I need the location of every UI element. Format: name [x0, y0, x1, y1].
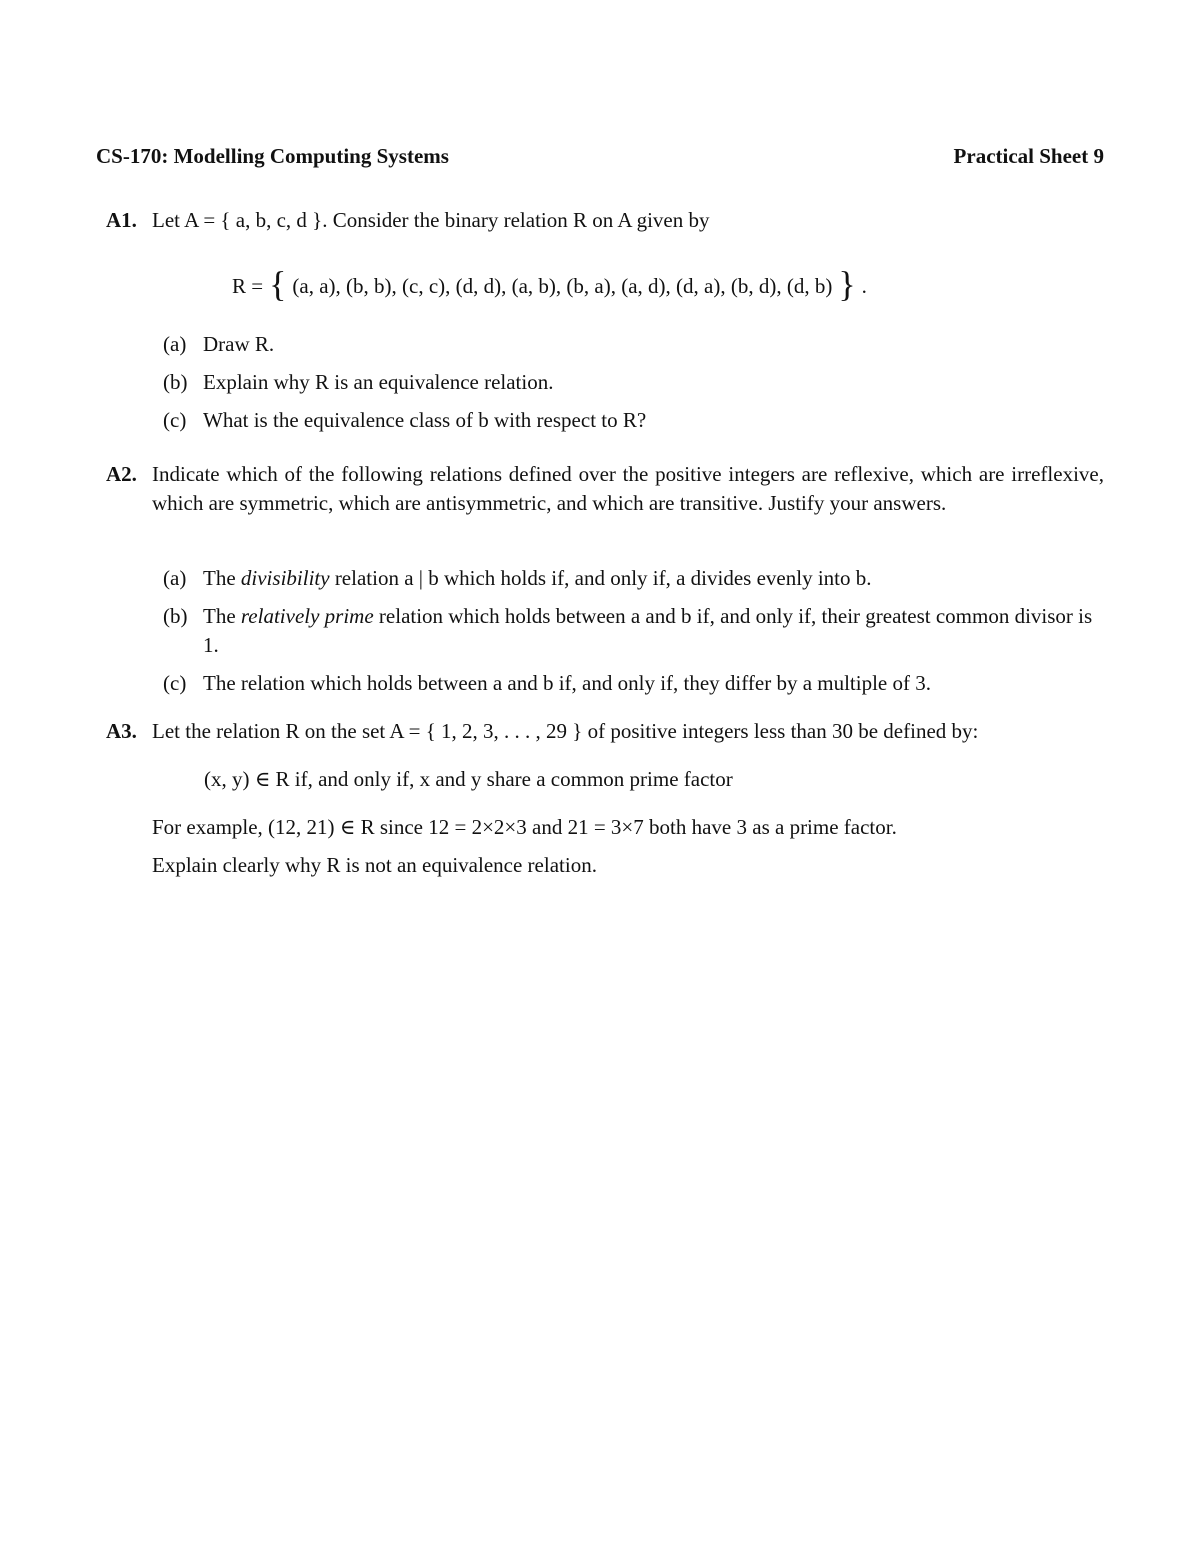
- a3-example: For example, (12, 21) ∈ R since 12 = 2×2×3 and 21 = 3×7 both have 3 as a prime factor.: [152, 815, 897, 839]
- relation-end: .: [861, 273, 867, 298]
- part-label: (a): [163, 566, 187, 590]
- part-text-post: relation a | b which holds if, and only if, a divides evenly into b.: [329, 566, 872, 590]
- part-text: Draw R.: [203, 332, 275, 356]
- question-label: A2.: [106, 462, 137, 486]
- part-text: Explain why R is an equivalence relation.: [203, 370, 554, 394]
- question-a1: [106, 206, 1104, 235]
- part-label: (b): [163, 370, 188, 394]
- part-text-post: relation which holds between a and b if, and only if, their greatest common divisor is 1.: [203, 604, 1093, 657]
- a1-part-b: [163, 368, 1104, 397]
- question-a3: [106, 717, 1104, 746]
- part-text-emphasis: divisibility: [240, 566, 330, 590]
- part-label: (a): [163, 332, 187, 356]
- a3-definition: (x, y) ∈ R if, and only if, x and y share a common prime factor: [204, 767, 733, 791]
- part-text-emphasis: relatively prime: [240, 604, 374, 628]
- part-text: What is the equivalence class of b with respect to R?: [203, 408, 647, 432]
- course-title: CS-170: Modelling Computing Systems: [96, 144, 449, 168]
- part-label: (b): [163, 604, 188, 628]
- sheet-title: Practical Sheet 9: [953, 144, 1104, 168]
- relation-pairs: (a, a), (b, b), (c, c), (d, d), (a, b), (b, a), (a, d), (d, a), (b, d), (d, b): [292, 273, 833, 298]
- part-text: [203, 602, 1104, 660]
- question-label: A3.: [106, 719, 137, 743]
- part-text: [203, 564, 1104, 593]
- a2-part-b: [163, 602, 1104, 660]
- part-text-pre: The: [203, 566, 241, 590]
- question-a2: [106, 460, 1104, 518]
- part-text: [203, 669, 1104, 698]
- question-intro: Indicate which of the following relations defined over the positive integers are reflexive, which are irreflexive, which are symmetric, which are antisymmetric, and which are transitive. Justify your answers.: [152, 462, 1104, 515]
- part-text-pre: The: [203, 604, 241, 628]
- part-text-post: The relation which holds between a and b if, and only if, they differ by a multiple of 3.: [203, 671, 931, 695]
- relation-definition: [232, 264, 867, 304]
- part-label: (c): [163, 408, 187, 432]
- left-brace: {: [269, 264, 287, 304]
- page-header: [96, 144, 1104, 169]
- a3-task: Explain clearly why R is not an equivalence relation.: [152, 853, 597, 877]
- a1-part-a: [163, 330, 1104, 359]
- question-label: A1.: [106, 208, 137, 232]
- question-intro: Let the relation R on the set A = { 1, 2, 3, . . . , 29 } of positive integers less than 30 be defined by:: [152, 719, 979, 743]
- relation-lhs: R =: [232, 273, 264, 298]
- a2-part-a: [163, 564, 1104, 593]
- question-intro: Let A = { a, b, c, d }. Consider the binary relation R on A given by: [152, 208, 710, 232]
- a2-part-c: [163, 669, 1104, 698]
- part-label: (c): [163, 671, 187, 695]
- right-brace: }: [838, 264, 856, 304]
- a1-part-c: [163, 406, 1104, 435]
